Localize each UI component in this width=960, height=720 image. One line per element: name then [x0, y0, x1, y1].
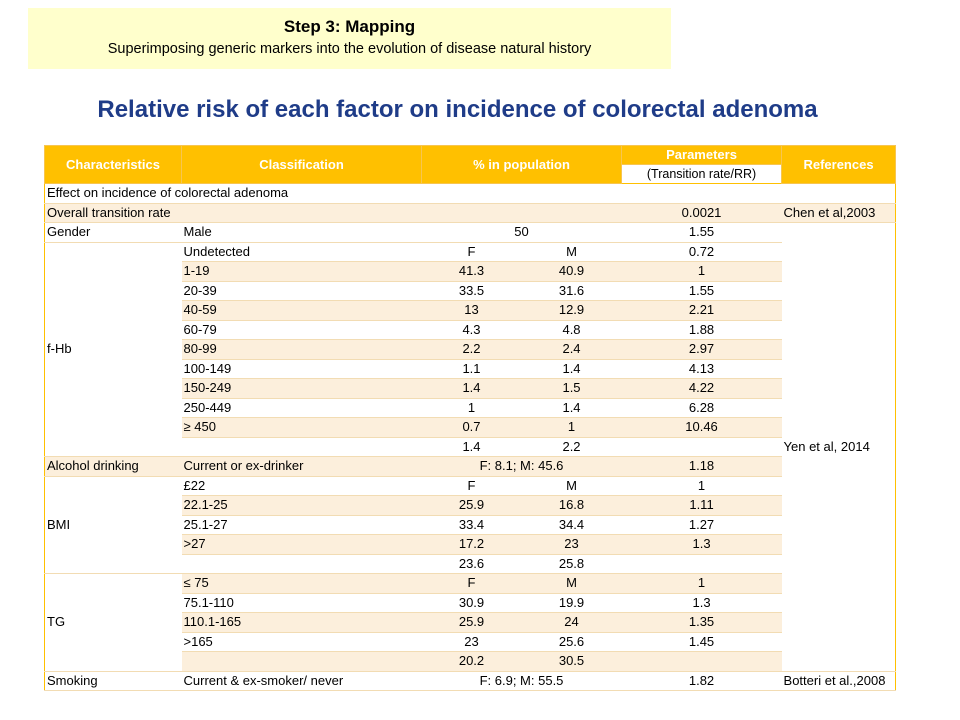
- bmi-classification: [182, 554, 422, 574]
- page-title: Relative risk of each factor on incidence of colorectal adenoma: [97, 96, 818, 123]
- bmi-classification: >27: [182, 535, 422, 555]
- bmi-value: 1: [622, 476, 782, 496]
- fhb-female: 2.2: [422, 340, 522, 360]
- fhb-male: 2.2: [522, 437, 622, 457]
- tg-female: F: [422, 574, 522, 594]
- tg-label: TG: [45, 574, 182, 672]
- fhb-female: 13: [422, 301, 522, 321]
- fhb-male: M: [522, 242, 622, 262]
- bmi-male: M: [522, 476, 622, 496]
- bmi-female: 23.6: [422, 554, 522, 574]
- fhb-female: 33.5: [422, 281, 522, 301]
- tg-classification: >165: [182, 632, 422, 652]
- bmi-male: 25.8: [522, 554, 622, 574]
- yen-reference: Yen et al, 2014: [782, 223, 896, 672]
- step-title: Step 3: Mapping: [283, 17, 416, 36]
- fhb-value: 2.21: [622, 301, 782, 321]
- fhb-classification: 60-79: [182, 320, 422, 340]
- gender-label: Gender: [45, 223, 182, 243]
- fhb-female: 41.3: [422, 262, 522, 282]
- fhb-male: 31.6: [522, 281, 622, 301]
- fhb-value: 4.13: [622, 359, 782, 379]
- smoking-classification: Current & ex-smoker/ never: [182, 671, 422, 691]
- bmi-female: F: [422, 476, 522, 496]
- tg-male: 19.9: [522, 593, 622, 613]
- fhb-female: 1: [422, 398, 522, 418]
- fhb-classification: 250-449: [182, 398, 422, 418]
- smoking-value: 1.82: [622, 671, 782, 691]
- tg-value: [622, 652, 782, 672]
- bmi-classification: 22.1-25: [182, 496, 422, 516]
- fhb-female: F: [422, 242, 522, 262]
- header-characteristics: Characteristics: [45, 146, 182, 184]
- tg-female: 23: [422, 632, 522, 652]
- fhb-male: 2.4: [522, 340, 622, 360]
- fhb-value: [622, 437, 782, 457]
- tg-classification: 75.1-110: [182, 593, 422, 613]
- header-parameters: Parameters: [622, 146, 782, 165]
- fhb-classification: 80-99: [182, 340, 422, 360]
- overall-reference: Chen et al,2003: [782, 203, 896, 223]
- tg-female: 20.2: [422, 652, 522, 672]
- fhb-value: 10.46: [622, 418, 782, 438]
- fhb-value: 4.22: [622, 379, 782, 399]
- fhb-classification: [182, 437, 422, 457]
- gender-classification: Male: [182, 223, 422, 243]
- alcohol-population: F: 8.1; M: 45.6: [422, 457, 622, 477]
- smoking-population: F: 6.9; M: 55.5: [422, 671, 622, 691]
- fhb-male: 1.4: [522, 359, 622, 379]
- bmi-female: 25.9: [422, 496, 522, 516]
- fhb-value: 1: [622, 262, 782, 282]
- bmi-female: 33.4: [422, 515, 522, 535]
- fhb-male: 4.8: [522, 320, 622, 340]
- gender-population: 50: [422, 223, 622, 243]
- fhb-male: 1: [522, 418, 622, 438]
- smoking-reference: Botteri et al.,2008: [782, 671, 896, 691]
- fhb-label: f-Hb: [45, 242, 182, 457]
- bmi-male: 23: [522, 535, 622, 555]
- bmi-value: 1.27: [622, 515, 782, 535]
- tg-value: 1.35: [622, 613, 782, 633]
- tg-value: 1.45: [622, 632, 782, 652]
- fhb-male: 1.4: [522, 398, 622, 418]
- fhb-female: 1.4: [422, 437, 522, 457]
- fhb-classification: 100-149: [182, 359, 422, 379]
- fhb-value: 2.97: [622, 340, 782, 360]
- bmi-value: 1.11: [622, 496, 782, 516]
- fhb-male: 40.9: [522, 262, 622, 282]
- tg-value: 1: [622, 574, 782, 594]
- fhb-male: 1.5: [522, 379, 622, 399]
- bmi-classification: 25.1-27: [182, 515, 422, 535]
- fhb-classification: 40-59: [182, 301, 422, 321]
- fhb-female: 1.1: [422, 359, 522, 379]
- bmi-male: 16.8: [522, 496, 622, 516]
- fhb-female: 4.3: [422, 320, 522, 340]
- bmi-label: BMI: [45, 476, 182, 574]
- fhb-classification: Undetected: [182, 242, 422, 262]
- fhb-value: 0.72: [622, 242, 782, 262]
- fhb-classification: 150-249: [182, 379, 422, 399]
- header-population: % in population: [422, 146, 622, 184]
- overall-value: 0.0021: [622, 203, 782, 223]
- step-box: [28, 8, 671, 69]
- fhb-classification: 20-39: [182, 281, 422, 301]
- smoking-label: Smoking: [45, 671, 182, 691]
- tg-female: 30.9: [422, 593, 522, 613]
- alcohol-label: Alcohol drinking: [45, 457, 182, 477]
- fhb-value: 1.88: [622, 320, 782, 340]
- fhb-classification: 1-19: [182, 262, 422, 282]
- bmi-female: 17.2: [422, 535, 522, 555]
- tg-classification: 110.1-165: [182, 613, 422, 633]
- fhb-classification: ≥ 450: [182, 418, 422, 438]
- alcohol-classification: Current or ex-drinker: [182, 457, 422, 477]
- tg-classification: ≤ 75: [182, 574, 422, 594]
- overall-label: Overall transition rate: [45, 203, 622, 223]
- gender-value: 1.55: [622, 223, 782, 243]
- header-references: References: [782, 146, 896, 184]
- alcohol-value: 1.18: [622, 457, 782, 477]
- fhb-female: 1.4: [422, 379, 522, 399]
- fhb-male: 12.9: [522, 301, 622, 321]
- fhb-female: 0.7: [422, 418, 522, 438]
- tg-female: 25.9: [422, 613, 522, 633]
- tg-male: 24: [522, 613, 622, 633]
- header-classification: Classification: [182, 146, 422, 184]
- fhb-value: 6.28: [622, 398, 782, 418]
- tg-classification: [182, 652, 422, 672]
- bmi-male: 34.4: [522, 515, 622, 535]
- fhb-value: 1.55: [622, 281, 782, 301]
- tg-male: M: [522, 574, 622, 594]
- header-parameters-sub: (Transition rate/RR): [622, 165, 782, 184]
- tg-value: 1.3: [622, 593, 782, 613]
- section-label: Effect on incidence of colorectal adenoma: [45, 184, 896, 204]
- bmi-value: [622, 554, 782, 574]
- bmi-value: 1.3: [622, 535, 782, 555]
- step-subtitle: Superimposing generic markers into the evolution of disease natural history: [107, 41, 592, 57]
- bmi-classification: £22: [182, 476, 422, 496]
- tg-male: 25.6: [522, 632, 622, 652]
- tg-male: 30.5: [522, 652, 622, 672]
- relative-risk-table: [44, 145, 896, 691]
